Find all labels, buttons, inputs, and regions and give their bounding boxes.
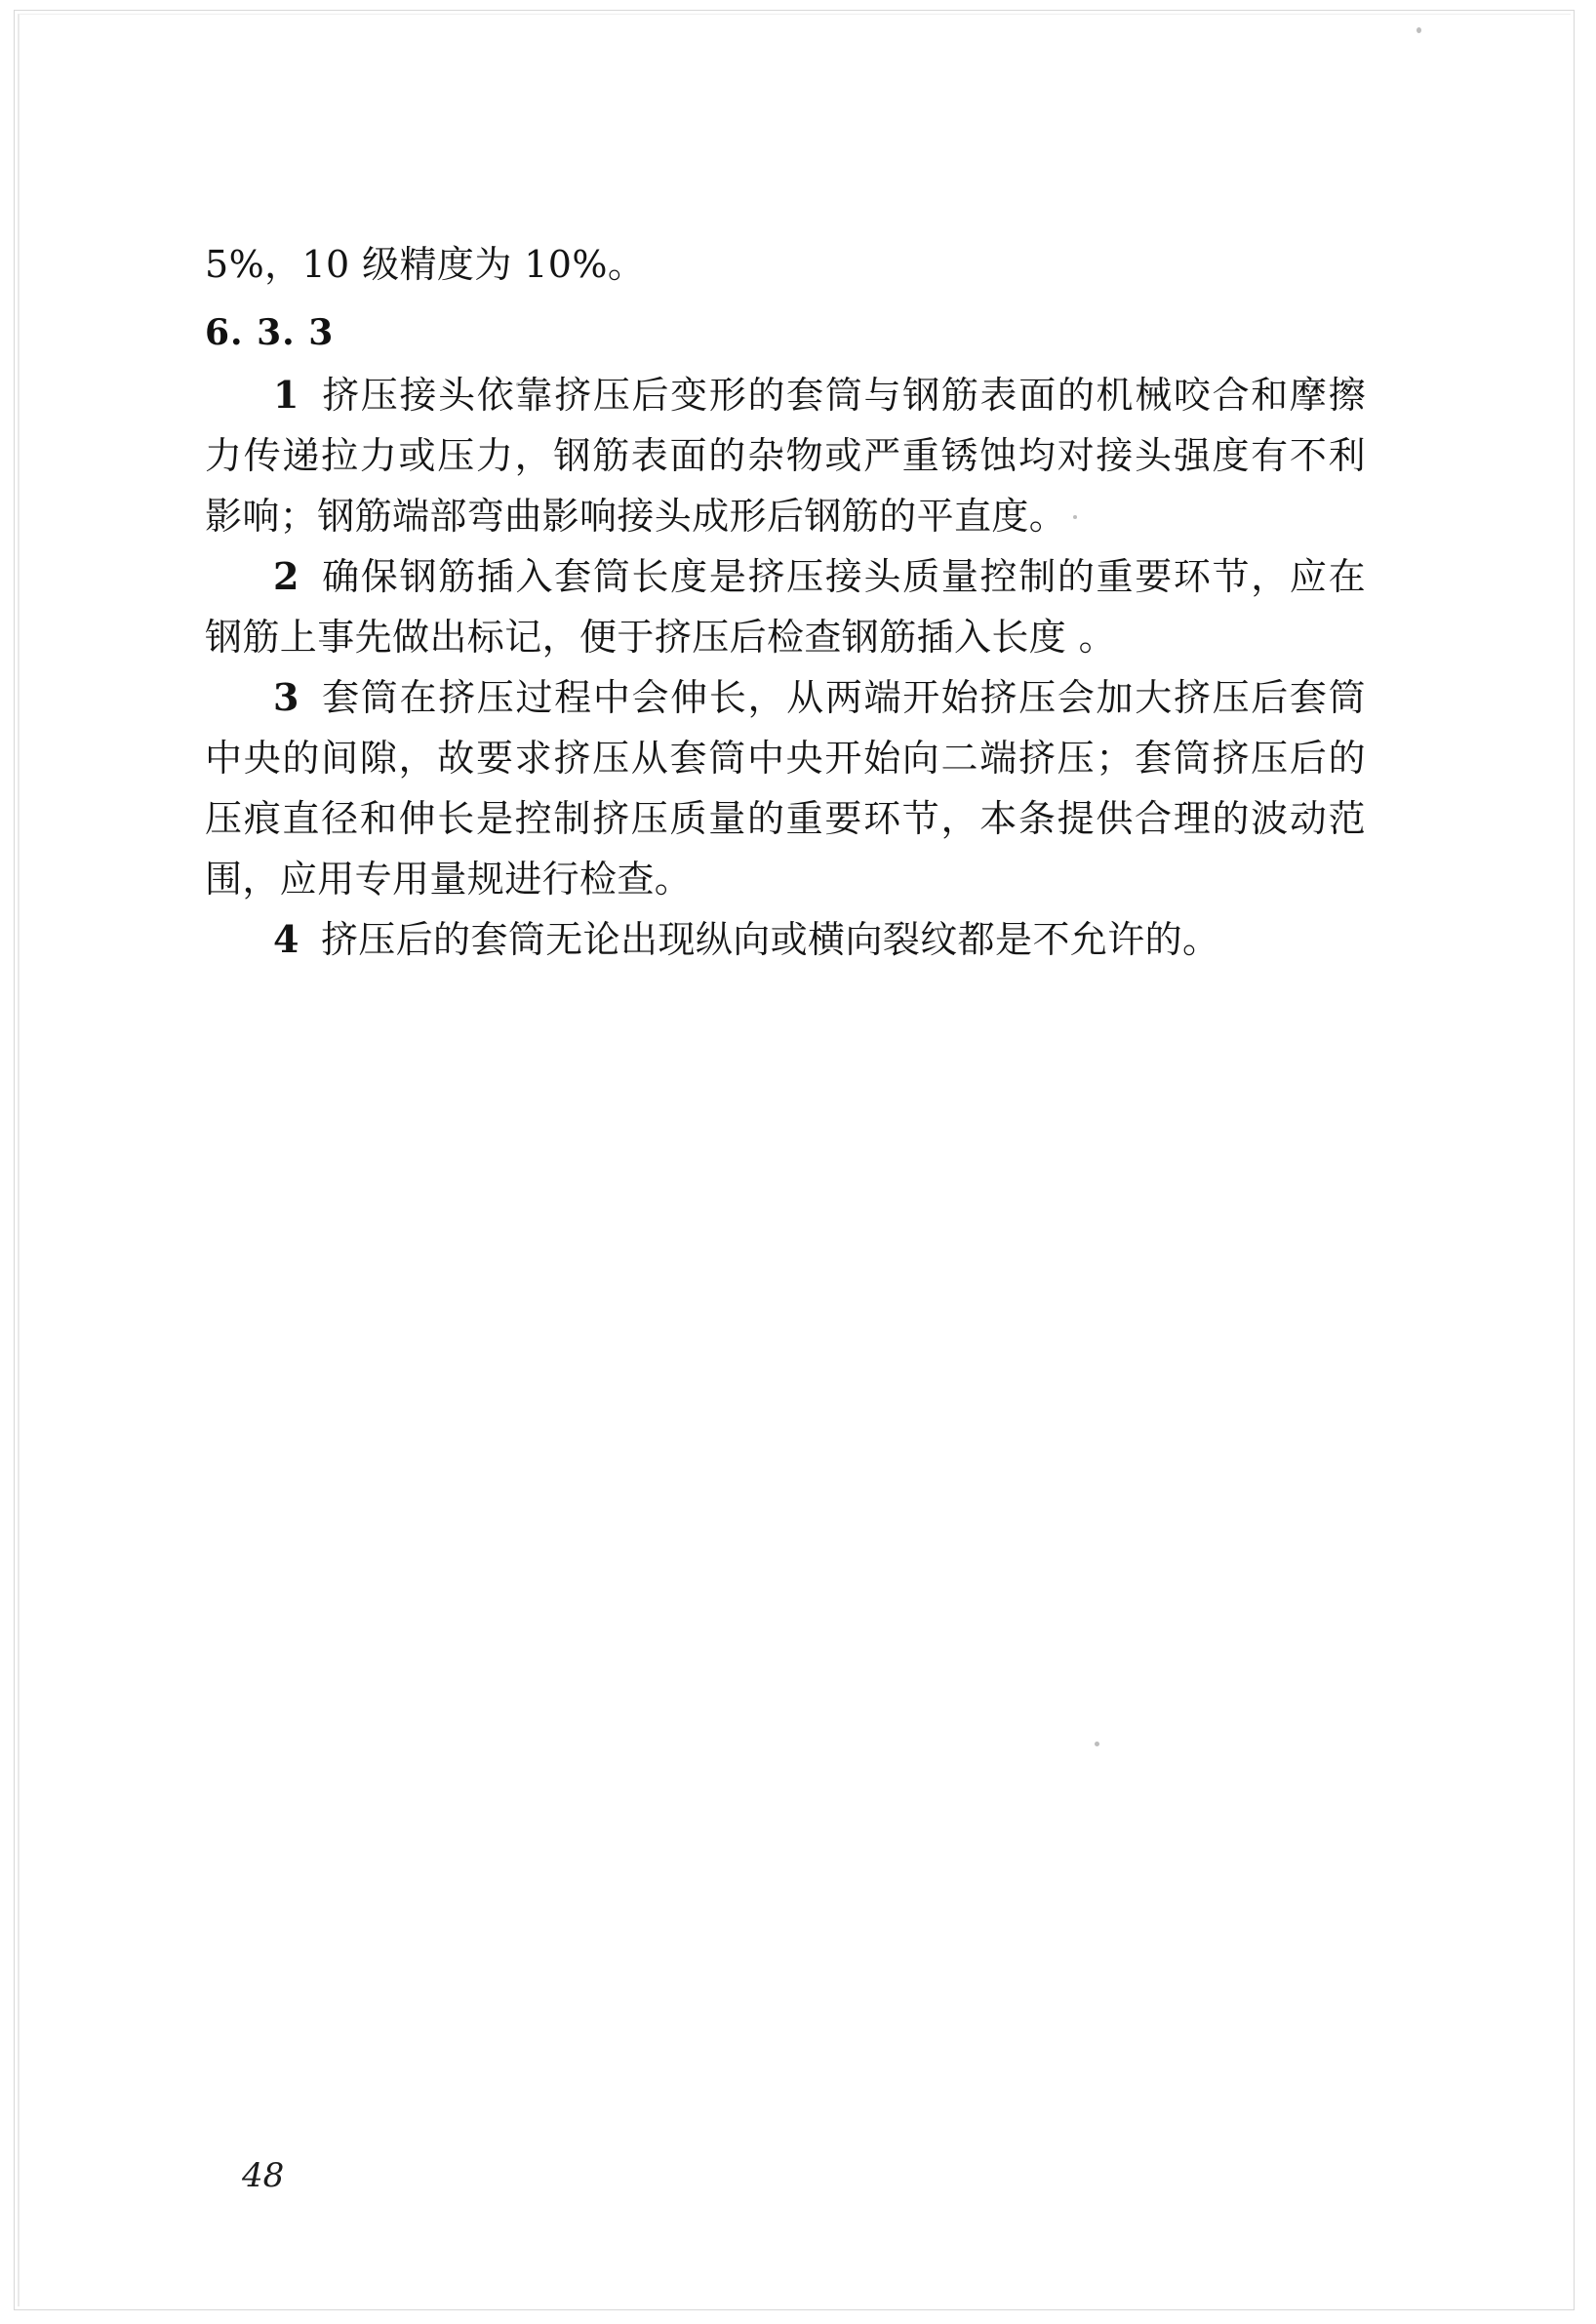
- scan-speck: [1416, 27, 1421, 33]
- clause-item-3: [205, 667, 1366, 909]
- clause-number: 6. 3. 3: [205, 312, 335, 353]
- clause-item-text: 挤压接头依靠挤压后变形的套筒与钢筋表面的机械咬合和摩擦力传递拉力或压力，钢筋表面的杂物或严重锈蚀均对接头强度有不利影响；钢筋端部弯曲影响接头成形后钢筋的平直度。: [205, 374, 1366, 538]
- clause-item-marker: 4: [273, 917, 299, 961]
- scan-speck: [1095, 1742, 1099, 1746]
- clause-item-marker: 2: [273, 554, 299, 598]
- clause-item-2: [205, 546, 1366, 667]
- clause-item-1: [205, 365, 1366, 546]
- lead-paragraph: 5%，10 级精度为 10%。: [205, 243, 646, 286]
- page-number: 48: [242, 2156, 285, 2195]
- clause-item-4: [205, 909, 1366, 970]
- clause-item-marker: 1: [273, 373, 299, 417]
- page-body: [205, 234, 1366, 970]
- clause-item-text: 挤压后的套筒无论出现纵向或横向裂纹都是不允许的。: [320, 918, 1220, 961]
- clause-item-marker: 3: [273, 675, 299, 719]
- clause-item-text: 确保钢筋插入套筒长度是挤压接头质量控制的重要环节，应在钢筋上事先做出标记，便于挤压后检查钢筋插入长度 。: [205, 555, 1366, 659]
- clause-item-text: 套筒在挤压过程中会伸长，从两端开始挤压会加大挤压后套筒中央的间隙，故要求挤压从套筒中央开始向二端挤压；套筒挤压后的压痕直径和伸长是控制挤压质量的重要环节，本条提供合理的波动范围，应用专用量规进行检查。: [205, 676, 1366, 901]
